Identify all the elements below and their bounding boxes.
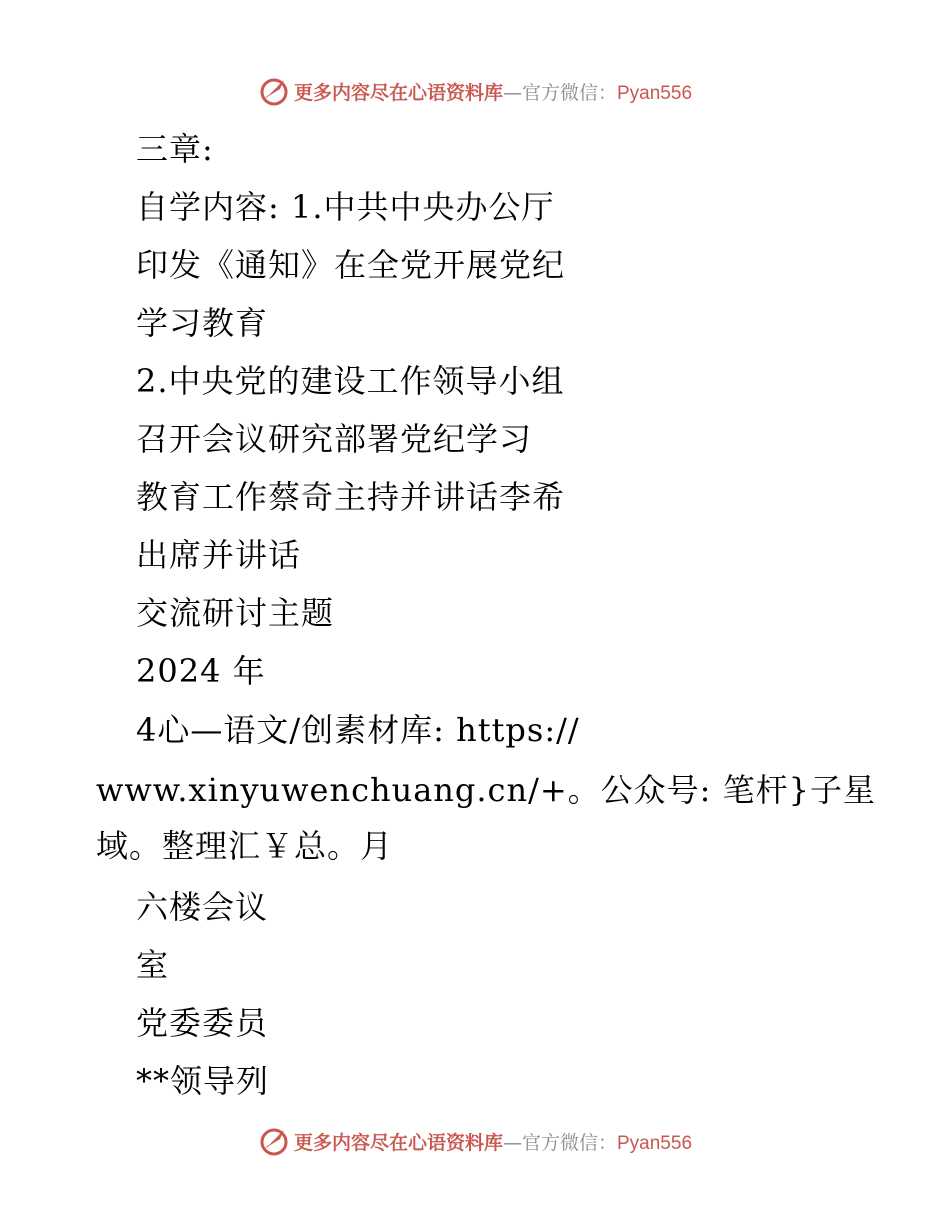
body-line: 召开会议研究部署党纪学习 bbox=[136, 420, 533, 458]
header-banner-wechat-id: Pyan556 bbox=[617, 82, 693, 104]
body-line: 域。整理汇￥总。月 bbox=[96, 827, 394, 865]
body-line: 六楼会议 bbox=[136, 888, 269, 926]
header-banner bbox=[0, 71, 950, 111]
body-line: 三章: bbox=[136, 130, 214, 168]
body-line: 2.中央党的建设工作领导小组 bbox=[136, 362, 565, 400]
header-banner-main-text: 更多内容尽在心语资料库 bbox=[293, 81, 503, 104]
footer-banner bbox=[0, 1121, 950, 1161]
quill-logo-icon bbox=[258, 1125, 290, 1157]
body-line: 4心—语文/创素材库: https:// bbox=[136, 711, 580, 749]
header-banner-text bbox=[294, 78, 692, 105]
body-line: 党委委员 bbox=[136, 1004, 269, 1042]
body-line: 印发《通知》在全党开展党纪 bbox=[136, 246, 566, 284]
body-line: www.xinyuwenchuang.cn/+。公众号: 笔杆}子星 bbox=[96, 771, 876, 809]
body-line: 室 bbox=[136, 946, 170, 984]
body-line: 2024 年 bbox=[136, 652, 266, 690]
body-line: 学习教育 bbox=[136, 304, 269, 342]
header-banner-wechat-label: 官方微信： bbox=[521, 81, 617, 104]
body-line: **领导列 bbox=[136, 1062, 270, 1100]
footer-banner-separator: — bbox=[502, 1131, 522, 1154]
body-line: 交流研讨主题 bbox=[136, 594, 335, 632]
header-banner-separator: — bbox=[502, 81, 522, 104]
body-line: 教育工作蔡奇主持并讲话李希 bbox=[136, 478, 566, 516]
footer-banner-wechat-label: 官方微信： bbox=[521, 1131, 617, 1154]
quill-logo-icon bbox=[258, 75, 290, 107]
footer-banner-text bbox=[294, 1128, 692, 1155]
footer-banner-main-text: 更多内容尽在心语资料库 bbox=[293, 1131, 503, 1154]
body-line: 自学内容: 1.中共中央办公厅 bbox=[136, 188, 555, 226]
body-line: 出席并讲话 bbox=[136, 536, 302, 574]
footer-banner-wechat-id: Pyan556 bbox=[617, 1132, 693, 1154]
